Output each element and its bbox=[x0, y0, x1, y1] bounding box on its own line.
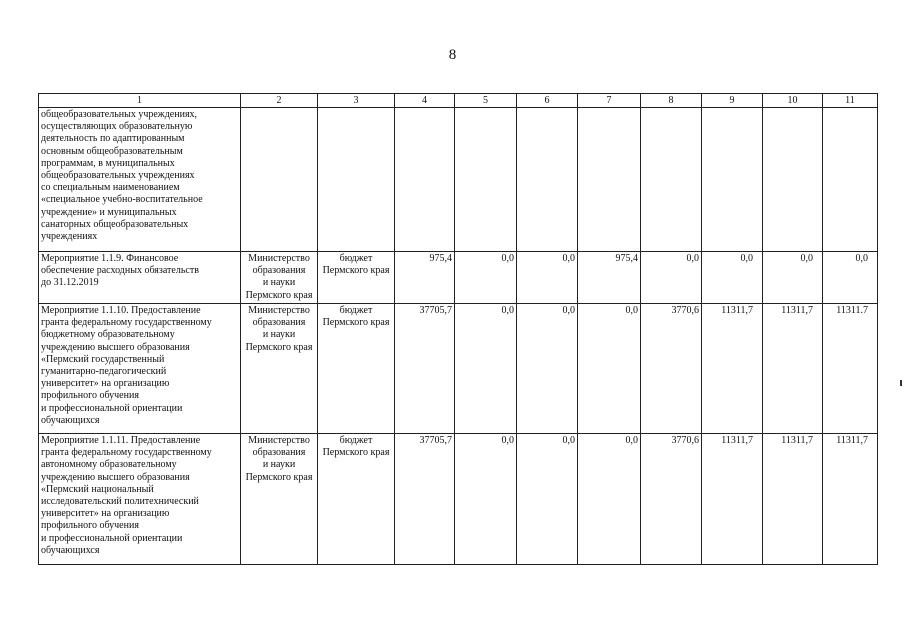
executor-cell-line: и науки bbox=[262, 459, 296, 471]
table-row bbox=[39, 252, 878, 304]
executor-cell bbox=[241, 304, 318, 434]
measure-name-cell-line: обеспечение расходных обязательств bbox=[41, 265, 199, 277]
executor-cell-line: образования bbox=[252, 447, 306, 459]
measure-name-cell-line: учреждению высшего образования bbox=[41, 341, 190, 353]
funding-source-cell bbox=[318, 252, 395, 304]
amount-cell: 0,0 bbox=[455, 434, 517, 565]
measure-name-cell bbox=[39, 252, 241, 304]
measure-name-cell-line: основным общеобразовательным bbox=[41, 145, 183, 157]
amount-cell: 0,0 bbox=[517, 252, 578, 304]
table-row bbox=[39, 434, 878, 565]
budget-table bbox=[38, 93, 878, 565]
measure-name-cell-line: профильного обучения bbox=[41, 390, 139, 402]
measure-name-cell-line: учреждение» и муниципальных bbox=[41, 206, 177, 218]
executor-cell bbox=[241, 252, 318, 304]
funding-source-cell bbox=[318, 304, 395, 434]
amount-cell bbox=[702, 108, 763, 252]
executor-cell bbox=[241, 108, 318, 252]
column-header: 1 bbox=[39, 94, 241, 108]
measure-name-cell-line: автономному образовательному bbox=[41, 459, 177, 471]
column-header: 6 bbox=[517, 94, 578, 108]
amount-cell: 11311,7 bbox=[823, 434, 878, 565]
measure-name-cell-line: гуманитарно-педагогический bbox=[41, 366, 167, 378]
measure-name-cell-line: обучающихся bbox=[41, 544, 100, 556]
executor-cell-line: Пермского края bbox=[245, 289, 313, 301]
measure-name-cell-line: университет» на организацию bbox=[41, 378, 170, 390]
amount-cell: 37705,7 bbox=[395, 434, 455, 565]
amount-cell: 975,4 bbox=[578, 252, 641, 304]
amount-cell bbox=[517, 108, 578, 252]
column-header: 8 bbox=[641, 94, 702, 108]
measure-name-cell-line: исследовательский политехнический bbox=[41, 496, 199, 508]
page-number: 8 bbox=[448, 47, 457, 63]
amount-cell: 0,0 bbox=[702, 252, 763, 304]
amount-cell: 0,0 bbox=[578, 434, 641, 565]
funding-source-cell-line: бюджет bbox=[339, 253, 373, 264]
amount-cell: 11311,7 bbox=[763, 434, 823, 565]
executor-cell bbox=[241, 434, 318, 565]
amount-cell: 0,0 bbox=[455, 252, 517, 304]
executor-cell-line: Пермского края bbox=[245, 341, 313, 353]
measure-name-cell-line: санаторных общеобразовательных bbox=[41, 218, 189, 230]
table-row bbox=[39, 108, 878, 252]
measure-name-cell-line: и профессиональной ориентации bbox=[41, 402, 183, 414]
amount-cell: 11311,7 bbox=[702, 304, 763, 434]
amount-cell: 0,0 bbox=[823, 252, 878, 304]
executor-cell-line: Пермского края bbox=[245, 471, 313, 483]
amount-cell: 0,0 bbox=[641, 252, 702, 304]
executor-cell-line: Министерство bbox=[248, 305, 310, 316]
amount-cell: 3770,6 bbox=[641, 304, 702, 434]
executor-cell-line: Министерство bbox=[248, 435, 310, 446]
executor-cell-line: и науки bbox=[262, 329, 296, 341]
amount-cell: 0,0 bbox=[517, 434, 578, 565]
amount-cell: 0,0 bbox=[578, 304, 641, 434]
funding-source-cell bbox=[318, 434, 395, 565]
measure-name-cell bbox=[39, 304, 241, 434]
funding-source-cell-line: Пермского края bbox=[322, 317, 390, 329]
column-header: 9 bbox=[702, 94, 763, 108]
amount-cell: 37705,7 bbox=[395, 304, 455, 434]
amount-cell: 11311,7 bbox=[702, 434, 763, 565]
measure-name-cell-line: и профессиональной ориентации bbox=[41, 532, 183, 544]
measure-name-cell-line: гранта федеральному государственному bbox=[41, 317, 212, 329]
executor-cell-line: образования bbox=[252, 317, 306, 329]
measure-name-cell-line: «Пермский государственный bbox=[41, 353, 165, 365]
measure-name-cell bbox=[39, 108, 241, 252]
table-body bbox=[39, 108, 878, 565]
measure-name-cell-line: со специальным наименованием bbox=[41, 182, 180, 194]
executor-cell-line: и науки bbox=[262, 277, 296, 289]
table-row bbox=[39, 304, 878, 434]
column-header: 7 bbox=[578, 94, 641, 108]
executor-cell-line: Министерство bbox=[248, 253, 310, 264]
column-header: 11 bbox=[823, 94, 878, 108]
measure-name-cell-line: Мероприятие 1.1.9. Финансовое bbox=[41, 253, 179, 264]
measure-name-cell-line: осуществляющих образовательную bbox=[41, 121, 193, 133]
table-header-row bbox=[39, 94, 878, 108]
column-header: 4 bbox=[395, 94, 455, 108]
funding-source-cell bbox=[318, 108, 395, 252]
measure-name-cell-line: общеобразовательных учреждениях bbox=[41, 170, 195, 182]
column-header: 10 bbox=[763, 94, 823, 108]
measure-name-cell-line: бюджетному образовательному bbox=[41, 329, 175, 341]
amount-cell: 975,4 bbox=[395, 252, 455, 304]
measure-name-cell-line: учреждениях bbox=[41, 231, 98, 243]
funding-source-cell-line: Пермского края bbox=[322, 447, 390, 459]
measure-name-cell-line: программам, в муниципальных bbox=[41, 157, 175, 169]
measure-name-cell-line: учреждению высшего образования bbox=[41, 471, 190, 483]
funding-source-cell-line: Пермского края bbox=[322, 265, 390, 277]
amount-cell bbox=[578, 108, 641, 252]
measure-name-cell-line: профильного обучения bbox=[41, 520, 139, 532]
scan-mark bbox=[900, 380, 902, 386]
measure-name-cell-line: деятельность по адаптированным bbox=[41, 133, 185, 145]
amount-cell: 3770,6 bbox=[641, 434, 702, 565]
amount-cell bbox=[455, 108, 517, 252]
measure-name-cell-line: гранта федеральному государственному bbox=[41, 447, 212, 459]
measure-name-cell-line: Мероприятие 1.1.10. Предоставление bbox=[41, 305, 201, 316]
measure-name-cell-line: «Пермский национальный bbox=[41, 483, 154, 495]
column-header: 3 bbox=[318, 94, 395, 108]
funding-source-cell-line: бюджет bbox=[339, 305, 373, 316]
executor-cell-line: образования bbox=[252, 265, 306, 277]
column-header: 5 bbox=[455, 94, 517, 108]
measure-name-cell bbox=[39, 434, 241, 565]
measure-name-cell-line: «специальное учебно-воспитательное bbox=[41, 194, 203, 206]
amount-cell: 11311.7 bbox=[823, 304, 878, 434]
amount-cell: 0,0 bbox=[763, 252, 823, 304]
amount-cell: 0,0 bbox=[517, 304, 578, 434]
column-header: 2 bbox=[241, 94, 318, 108]
measure-name-cell-line: университет» на организацию bbox=[41, 508, 170, 520]
amount-cell bbox=[823, 108, 878, 252]
amount-cell bbox=[763, 108, 823, 252]
measure-name-cell-line: общеобразовательных учреждениях, bbox=[41, 109, 198, 120]
amount-cell: 0,0 bbox=[455, 304, 517, 434]
measure-name-cell-line: до 31.12.2019 bbox=[41, 277, 99, 289]
amount-cell bbox=[641, 108, 702, 252]
amount-cell bbox=[395, 108, 455, 252]
funding-source-cell-line: бюджет bbox=[339, 435, 373, 446]
measure-name-cell-line: обучающихся bbox=[41, 414, 100, 426]
measure-name-cell-line: Мероприятие 1.1.11. Предоставление bbox=[41, 435, 201, 446]
amount-cell: 11311,7 bbox=[763, 304, 823, 434]
